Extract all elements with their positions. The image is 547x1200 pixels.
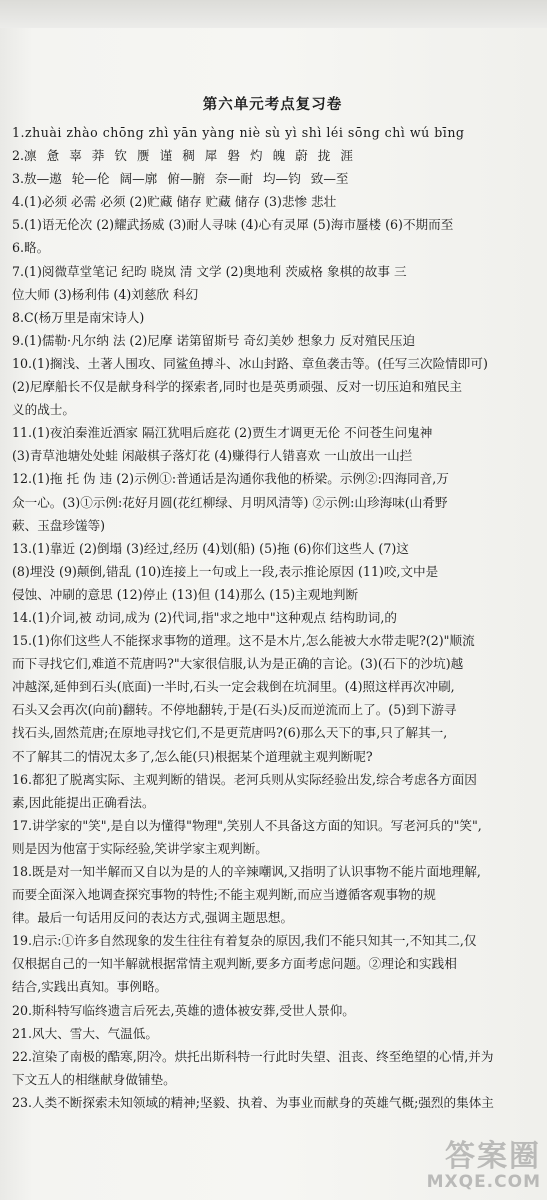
answer-line: 15.(1)你们这些人不能探求事物的道理。这不是木片,怎么能被大水带走呢?(2)"顺流 (12, 633, 475, 649)
answer-line: 素,因此能提出正确看法。 (12, 794, 155, 810)
page-title: 第六单元考点复习卷 (202, 96, 343, 113)
answer-line: 14.(1)介词,被 动词,成为 (2)代词,指"求之地中"这种观点 结构助词,的 (12, 609, 397, 625)
answer-line: 下文五人的相继献身做铺垫。 (12, 1071, 176, 1087)
answer-line: 1.zhuài zhào chōng zhì yān yàng niè sù yì shì léi sōng chì wú bīng (12, 125, 465, 140)
answer-line: 9.(1)儒勒·凡尔纳 法 (2)尼摩 诺第留斯号 奇幻美妙 想象力 反对殖民压迫 (12, 332, 416, 348)
answer-line: 2.凛 惫 辜 莽 钦 赝 谨 稠 犀 磐 灼 魄 蔚 拢 涯 (12, 148, 353, 164)
answer-line: 蔌、玉盘珍馐等) (12, 517, 106, 533)
answer-line: 结合,实践出真知。事例略。 (12, 979, 168, 995)
answer-line: (8)埋没 (9)颠倒,错乱 (10)连接上一句或上一段,表示推论原因 (11)咬,文中是 (12, 563, 439, 579)
answer-line: 7.(1)阅微草堂笔记 纪昀 晓岚 清 文学 (2)奥地利 茨威格 象棋的故事 三 (12, 263, 407, 279)
answer-line: 10.(1)搁浅、土著人围攻、同鲨鱼搏斗、冰山封路、章鱼袭击等。(任写三次险情即可) (12, 355, 488, 371)
answer-line: 6.略。 (12, 240, 50, 256)
answer-line: 18.既是对一知半解而又自以为是的人的辛辣嘲讽,又指明了认识事物不能片面地理解, (12, 864, 481, 879)
answer-line: 石头又会再次(向前)翻转。不停地翻转,于是(石头)反而逆流而上了。(5)到下游寻 (12, 702, 457, 718)
answer-line: 17.讲学家的"笑",是自以为懂得"物理",笑别人不具备这方面的知识。写老河兵的"笑", (12, 817, 482, 833)
answer-line: 21.风大、雪大、气温低。 (12, 1025, 158, 1041)
answer-line: 19.启示:①许多自然现象的发生往往有着复杂的原因,我们不能只知其一,不知其二,仅 (12, 933, 477, 949)
answer-line: 16.都犯了脱离实际、主观判断的错误。老河兵则从实际经验出发,综合考虑各方面因 (12, 771, 477, 787)
answer-line: 侵蚀、冲刷的意思 (12)停止 (13)但 (14)那么 (15)主观地判断 (12, 586, 359, 602)
answer-line: 仅根据自己的一知半解就根据常情主观判断,要多方面考虑问题。②理论和实践相 (12, 956, 457, 972)
answer-line: 而要全面深入地调查探究事物的特性;不能主观判断,而应当遵循客观事物的规 (12, 887, 436, 903)
answer-line: 不了解其二的情况太多了,怎么能(只)根据某个道理就主观判断呢? (12, 748, 373, 764)
scan-top-edge (0, 0, 547, 28)
answer-line: 23.人类不断探索未知领域的精神;坚毅、执着、为事业而献身的英雄气概;强烈的集体主 (12, 1094, 494, 1110)
answer-line: 找石头,固然荒唐;在原地寻找它们,不是更荒唐吗?(6)那么天下的事,只了解其一, (12, 725, 448, 741)
answer-line: 冲越深,延伸到石头(底面)一半时,石头一定会栽倒在坑洞里。(4)照这样再次冲刷, (12, 679, 455, 695)
watermark-logo: 答案圈 (445, 1139, 541, 1174)
answer-line: 4.(1)必须 必需 必须 (2)贮藏 储存 贮藏 储存 (3)悲惨 悲壮 (12, 194, 337, 210)
answer-line: 22.渲染了南极的酷寒,阴冷。烘托出斯科特一行此时失望、沮丧、终至绝望的心情,并为 (12, 1048, 494, 1064)
answer-line: 3.敖—遨 轮—伦 阔—廓 俯—腑 奈—耐 均—钧 致—至 (12, 171, 349, 187)
answer-line: 则是因为他富于实际经验,笑讲学家主观判断。 (12, 840, 268, 856)
answer-line: 位大师 (3)杨利伟 (4)刘慈欣 科幻 (12, 286, 199, 302)
answer-list (12, 121, 533, 1114)
answer-line: 义的战士。 (12, 402, 75, 418)
answer-line: 众一心。(3)①示例:花好月圆(花红柳绿、月明风清等) ②示例:山珍海味(山肴野 (12, 494, 448, 510)
watermark-domain: MXQE.COM (426, 1172, 541, 1192)
answer-line: (2)尼摩船长不仅是献身科学的探索者,同时也是英勇顽强、反对一切压迫和殖民主 (12, 379, 463, 395)
answer-line: (3)青草池塘处处蛙 闲敲棋子落灯花 (4)赚得行人错喜欢 一山放出一山拦 (12, 448, 413, 464)
answer-line: 而下寻找它们,难道不荒唐吗?"大家很信服,认为是正确的言论。(3)(石下的沙坑)越 (12, 656, 464, 672)
site-watermark (391, 1139, 541, 1196)
answer-line: 13.(1)靠近 (2)倒塌 (3)经过,经历 (4)划(船) (5)拖 (6)你们这些人 (7)这 (12, 540, 409, 556)
answer-line: 12.(1)拖 托 伪 违 (2)示例①:普通话是沟通你我他的桥梁。示例②:四海同音,万 (12, 471, 449, 487)
answer-line: 8.C(杨万里是南宋诗人) (12, 309, 145, 325)
answer-line: 20.斯科特写临终遗言后死去,英雄的遗体被安葬,受世人景仰。 (12, 1002, 355, 1018)
answer-line: 律。最后一句话用反问的表达方式,强调主题思想。 (12, 910, 294, 926)
answer-line: 5.(1)语无伦次 (2)耀武扬威 (3)耐人寻味 (4)心有灵犀 (5)海市蜃楼 (6)不期而至 (12, 217, 454, 233)
answer-line: 11.(1)夜泊秦淮近酒家 隔江犹唱后庭花 (2)贾生才调更无伦 不问苍生问鬼神 (12, 425, 433, 441)
